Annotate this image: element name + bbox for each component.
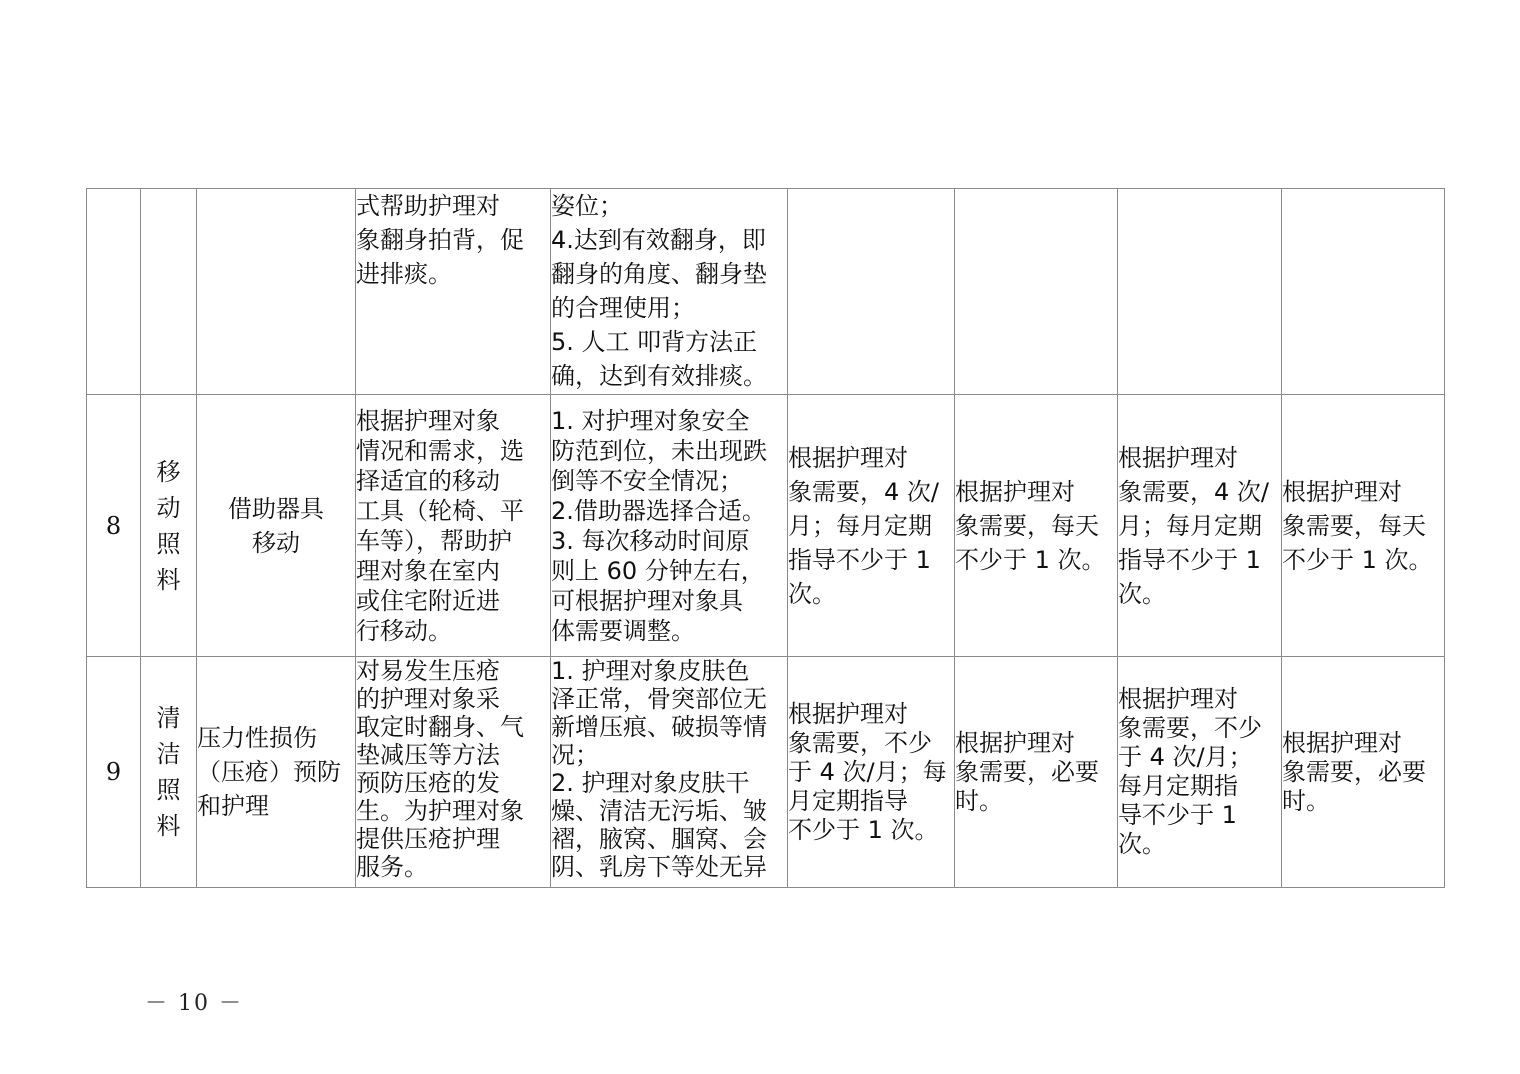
category-cell: 移 动 照 料 — [141, 395, 197, 657]
frequency-cell-c: 根据护理对 象需要，4 次/ 月；每月定期 指导不少于 1 次。 — [1118, 395, 1282, 657]
quality-standard-cell: 1. 护理对象皮肤色 泽正常，骨突部位无 新增压痕、破损等情 况； 2. 护理对象皮肤干 燥、清洁无污垢、皱 褶，腋窝、腘窝、会 阴、乳房下等处无异 — [551, 657, 788, 888]
service-item-cell: 压力性损伤 （压疮）预防 和护理 — [197, 657, 356, 888]
frequency-cell-b — [955, 189, 1118, 395]
service-item-cell: 借助器具 移动 — [197, 395, 356, 657]
service-content-cell: 对易发生压疮 的护理对象采 取定时翻身、气 垫减压等方法 预防压疮的发 生。为护理对象 提供压疮护理 服务。 — [356, 657, 551, 888]
frequency-cell-a — [788, 189, 955, 395]
table-row — [87, 189, 1445, 395]
frequency-cell-d: 根据护理对 象需要，每天 不少于 1 次。 — [1282, 395, 1445, 657]
table-row — [87, 395, 1445, 657]
row-number-cell — [87, 189, 141, 395]
care-service-table — [86, 188, 1445, 888]
quality-standard-cell: 1. 对护理对象安全 防范到位，未出现跌 倒等不安全情况； 2.借助器选择合适。 3. 每次移动时间原 则上 60 分钟左右， 可根据护理对象具 体需要调整。 — [551, 395, 788, 657]
row-number-cell: 8 — [87, 395, 141, 657]
quality-standard-cell: 姿位； 4.达到有效翻身，即 翻身的角度、翻身垫 的合理使用； 5. 人工 叩背方法正 确，达到有效排痰。 — [551, 189, 788, 395]
frequency-cell-d — [1282, 189, 1445, 395]
frequency-cell-a: 根据护理对 象需要，4 次/ 月；每月定期 指导不少于 1 次。 — [788, 395, 955, 657]
frequency-cell-b: 根据护理对 象需要，必要 时。 — [955, 657, 1118, 888]
service-content-cell: 式帮助护理对 象翻身拍背，促 进排痰。 — [356, 189, 551, 395]
service-item-cell — [197, 189, 356, 395]
frequency-cell-c — [1118, 189, 1282, 395]
row-number-cell: 9 — [87, 657, 141, 888]
page-number: － 10 － — [145, 991, 243, 1016]
frequency-cell-c: 根据护理对 象需要，不少 于 4 次/月； 每月定期指 导不少于 1 次。 — [1118, 657, 1282, 888]
category-cell — [141, 189, 197, 395]
frequency-cell-d: 根据护理对 象需要，必要 时。 — [1282, 657, 1445, 888]
frequency-cell-a: 根据护理对 象需要，不少 于 4 次/月；每 月定期指导 不少于 1 次。 — [788, 657, 955, 888]
service-content-cell: 根据护理对象 情况和需求，选 择适宜的移动 工具（轮椅、平 车等），帮助护 理对象在室内 或住宅附近进 行移动。 — [356, 395, 551, 657]
category-cell: 清 洁 照 料 — [141, 657, 197, 888]
frequency-cell-b: 根据护理对 象需要，每天 不少于 1 次。 — [955, 395, 1118, 657]
table-row — [87, 657, 1445, 888]
